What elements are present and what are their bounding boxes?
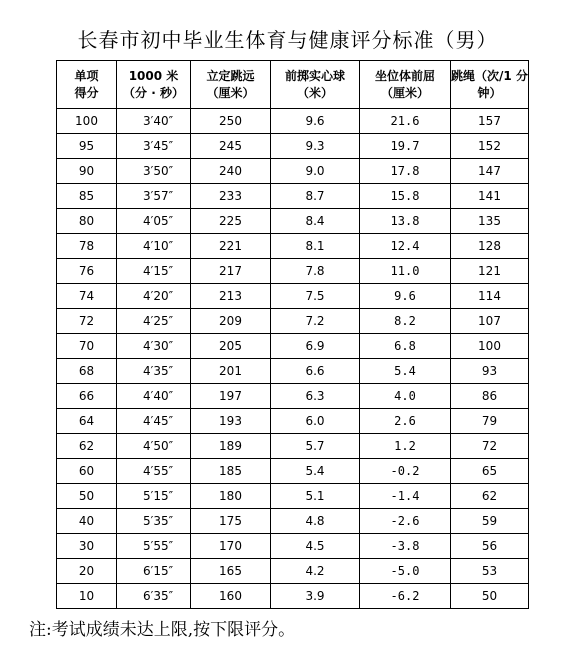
- column-header-line: 坐位体前屈: [374, 68, 435, 83]
- standing-jump-cell: 170: [191, 534, 271, 559]
- score-cell: 64: [57, 409, 117, 434]
- score-cell: 76: [57, 259, 117, 284]
- rope-skip-cell: 121: [451, 259, 529, 284]
- rope-skip-cell: 100: [451, 334, 529, 359]
- shot-put-cell: 6.9: [271, 334, 360, 359]
- score-cell: 74: [57, 284, 117, 309]
- rope-skip-cell: 59: [451, 509, 529, 534]
- table-row: [57, 159, 529, 184]
- column-header-line: 立定跳远: [206, 68, 255, 83]
- sit-reach-cell: 1.2: [360, 434, 451, 459]
- score-cell: 70: [57, 334, 117, 359]
- table-header-row: [57, 61, 529, 109]
- table-row: [57, 309, 529, 334]
- table-row: [57, 284, 529, 309]
- table-row: [57, 184, 529, 209]
- score-cell: 62: [57, 434, 117, 459]
- shot-put-cell: 7.2: [271, 309, 360, 334]
- table-row: [57, 134, 529, 159]
- score-cell: 100: [57, 109, 117, 134]
- rope-skip-cell: 79: [451, 409, 529, 434]
- table-row: [57, 534, 529, 559]
- header-rope-skip: [451, 61, 529, 109]
- run-1000m-cell: 3′40″: [117, 109, 191, 134]
- header-score: [57, 61, 117, 109]
- shot-put-cell: 6.0: [271, 409, 360, 434]
- standing-jump-cell: 193: [191, 409, 271, 434]
- standing-jump-cell: 201: [191, 359, 271, 384]
- run-1000m-cell: 6′15″: [117, 559, 191, 584]
- table-row: [57, 334, 529, 359]
- rope-skip-cell: 56: [451, 534, 529, 559]
- column-header-line: 跳绳（次/1 分: [451, 68, 528, 83]
- sit-reach-cell: -6.2: [360, 584, 451, 609]
- standing-jump-cell: 209: [191, 309, 271, 334]
- sit-reach-cell: 11.0: [360, 259, 451, 284]
- score-cell: 10: [57, 584, 117, 609]
- standing-jump-cell: 180: [191, 484, 271, 509]
- run-1000m-cell: 6′35″: [117, 584, 191, 609]
- table-row: [57, 384, 529, 409]
- standing-jump-cell: 165: [191, 559, 271, 584]
- shot-put-cell: 4.8: [271, 509, 360, 534]
- run-1000m-cell: 4′40″: [117, 384, 191, 409]
- rope-skip-cell: 65: [451, 459, 529, 484]
- standing-jump-cell: 245: [191, 134, 271, 159]
- run-1000m-cell: 4′50″: [117, 434, 191, 459]
- standing-jump-cell: 225: [191, 209, 271, 234]
- score-cell: 95: [57, 134, 117, 159]
- sit-reach-cell: 17.8: [360, 159, 451, 184]
- sit-reach-cell: 8.2: [360, 309, 451, 334]
- run-1000m-cell: 4′45″: [117, 409, 191, 434]
- run-1000m-cell: 4′25″: [117, 309, 191, 334]
- rope-skip-cell: 53: [451, 559, 529, 584]
- score-cell: 78: [57, 234, 117, 259]
- standing-jump-cell: 233: [191, 184, 271, 209]
- table-row: [57, 509, 529, 534]
- table-body: [57, 109, 529, 609]
- standing-jump-cell: 175: [191, 509, 271, 534]
- table-row: [57, 359, 529, 384]
- table-row: [57, 584, 529, 609]
- header-standing-jump: [191, 61, 271, 109]
- run-1000m-cell: 4′55″: [117, 459, 191, 484]
- standing-jump-cell: 185: [191, 459, 271, 484]
- header-1000m: [117, 61, 191, 109]
- table-row: [57, 434, 529, 459]
- score-cell: 90: [57, 159, 117, 184]
- standing-jump-cell: 217: [191, 259, 271, 284]
- score-cell: 30: [57, 534, 117, 559]
- standing-jump-cell: 250: [191, 109, 271, 134]
- sit-reach-cell: -1.4: [360, 484, 451, 509]
- run-1000m-cell: 5′15″: [117, 484, 191, 509]
- sit-reach-cell: 2.6: [360, 409, 451, 434]
- score-cell: 68: [57, 359, 117, 384]
- score-cell: 20: [57, 559, 117, 584]
- shot-put-cell: 8.4: [271, 209, 360, 234]
- rope-skip-cell: 72: [451, 434, 529, 459]
- score-standard-table: [56, 60, 529, 609]
- shot-put-cell: 5.7: [271, 434, 360, 459]
- standing-jump-cell: 189: [191, 434, 271, 459]
- column-header-line: 单项: [74, 68, 99, 83]
- sit-reach-cell: 9.6: [360, 284, 451, 309]
- sit-reach-cell: 4.0: [360, 384, 451, 409]
- score-cell: 40: [57, 509, 117, 534]
- column-header-line: （厘米）: [206, 85, 255, 100]
- run-1000m-cell: 4′30″: [117, 334, 191, 359]
- footnote: 注:考试成绩未达上限,按下限评分。: [29, 620, 296, 640]
- standing-jump-cell: 160: [191, 584, 271, 609]
- run-1000m-cell: 3′57″: [117, 184, 191, 209]
- rope-skip-cell: 86: [451, 384, 529, 409]
- shot-put-cell: 3.9: [271, 584, 360, 609]
- column-header-line: 得分: [74, 85, 99, 100]
- run-1000m-cell: 5′55″: [117, 534, 191, 559]
- score-cell: 66: [57, 384, 117, 409]
- column-header-line: （厘米）: [380, 85, 429, 100]
- table-row: [57, 109, 529, 134]
- rope-skip-cell: 50: [451, 584, 529, 609]
- column-header-line: 前掷实心球: [284, 68, 345, 83]
- shot-put-cell: 8.1: [271, 234, 360, 259]
- run-1000m-cell: 4′10″: [117, 234, 191, 259]
- table-row: [57, 409, 529, 434]
- column-header-line: （分 · 秒）: [123, 85, 184, 100]
- table-row: [57, 259, 529, 284]
- shot-put-cell: 9.6: [271, 109, 360, 134]
- run-1000m-cell: 4′15″: [117, 259, 191, 284]
- sit-reach-cell: -2.6: [360, 509, 451, 534]
- page-title: 长春市初中毕业生体育与健康评分标准（男）: [77, 28, 498, 52]
- sit-reach-cell: 6.8: [360, 334, 451, 359]
- sit-reach-cell: 15.8: [360, 184, 451, 209]
- shot-put-cell: 5.1: [271, 484, 360, 509]
- score-cell: 85: [57, 184, 117, 209]
- sit-reach-cell: -5.0: [360, 559, 451, 584]
- standing-jump-cell: 240: [191, 159, 271, 184]
- table-row: [57, 484, 529, 509]
- score-cell: 60: [57, 459, 117, 484]
- shot-put-cell: 7.5: [271, 284, 360, 309]
- column-header-line: 钟）: [477, 85, 502, 100]
- table-row: [57, 209, 529, 234]
- sit-reach-cell: 5.4: [360, 359, 451, 384]
- column-header-line: 1000 米: [128, 68, 179, 83]
- shot-put-cell: 9.0: [271, 159, 360, 184]
- standing-jump-cell: 221: [191, 234, 271, 259]
- run-1000m-cell: 4′35″: [117, 359, 191, 384]
- standing-jump-cell: 213: [191, 284, 271, 309]
- standing-jump-cell: 205: [191, 334, 271, 359]
- table-row: [57, 559, 529, 584]
- rope-skip-cell: 147: [451, 159, 529, 184]
- rope-skip-cell: 93: [451, 359, 529, 384]
- run-1000m-cell: 4′05″: [117, 209, 191, 234]
- rope-skip-cell: 157: [451, 109, 529, 134]
- column-header-line: （米）: [296, 85, 333, 100]
- standing-jump-cell: 197: [191, 384, 271, 409]
- score-cell: 72: [57, 309, 117, 334]
- table-row: [57, 234, 529, 259]
- shot-put-cell: 9.3: [271, 134, 360, 159]
- header-sit-reach: [360, 61, 451, 109]
- run-1000m-cell: 5′35″: [117, 509, 191, 534]
- rope-skip-cell: 152: [451, 134, 529, 159]
- rope-skip-cell: 107: [451, 309, 529, 334]
- sit-reach-cell: -3.8: [360, 534, 451, 559]
- score-cell: 80: [57, 209, 117, 234]
- shot-put-cell: 6.6: [271, 359, 360, 384]
- sit-reach-cell: 19.7: [360, 134, 451, 159]
- sit-reach-cell: -0.2: [360, 459, 451, 484]
- run-1000m-cell: 3′50″: [117, 159, 191, 184]
- shot-put-cell: 6.3: [271, 384, 360, 409]
- rope-skip-cell: 114: [451, 284, 529, 309]
- run-1000m-cell: 4′20″: [117, 284, 191, 309]
- shot-put-cell: 8.7: [271, 184, 360, 209]
- score-cell: 50: [57, 484, 117, 509]
- rope-skip-cell: 128: [451, 234, 529, 259]
- rope-skip-cell: 135: [451, 209, 529, 234]
- header-shot-put: [271, 61, 360, 109]
- shot-put-cell: 5.4: [271, 459, 360, 484]
- sit-reach-cell: 12.4: [360, 234, 451, 259]
- shot-put-cell: 4.2: [271, 559, 360, 584]
- sit-reach-cell: 21.6: [360, 109, 451, 134]
- shot-put-cell: 4.5: [271, 534, 360, 559]
- run-1000m-cell: 3′45″: [117, 134, 191, 159]
- sit-reach-cell: 13.8: [360, 209, 451, 234]
- shot-put-cell: 7.8: [271, 259, 360, 284]
- table-row: [57, 459, 529, 484]
- rope-skip-cell: 141: [451, 184, 529, 209]
- rope-skip-cell: 62: [451, 484, 529, 509]
